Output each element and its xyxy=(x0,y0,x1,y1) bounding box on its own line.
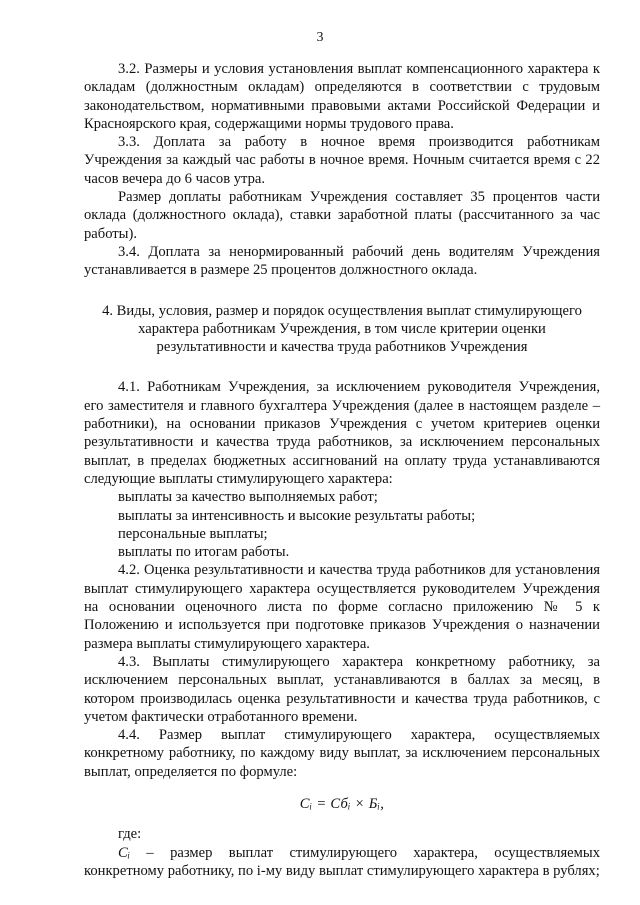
paragraph-3-3: 3.3. Доплата за работу в ночное время производится работникам Учреждения за каждый час работы в ночное время. Ночным считается время с 22 часов вечера до 6 часов утра. xyxy=(84,134,600,187)
paragraph-3-4: 3.4. Доплата за ненормированный рабочий день водителям Учреждения устанавливается в размере 25 процентов должностного оклада. xyxy=(84,243,600,279)
paragraph-4-3: 4.3. Выплаты стимулирующего характера конкретному работнику, за исключением персональных выплат, устанавливаются в баллах за месяц, в котором производилась оценка результативности и качества труда работников, с учетом фактически отработанного времени. xyxy=(84,653,600,725)
definition-ci xyxy=(84,844,600,881)
paragraph-4-4: 4.4. Размер выплат стимулирующего характера, осуществляемых конкретному работнику, по каждому виду выплат, за исключением персональных выплат, определяется по формуле: xyxy=(84,727,600,780)
section-4-heading: 4. Виды, условия, размер и порядок осуществления выплат стимулирующего характера работникам Учреждения, в том числе критерии оценки результативности и качества труда работников Учреждения xyxy=(102,302,582,356)
list-item: выплаты по итогам работы. xyxy=(118,544,290,561)
list-item: выплаты за интенсивность и высокие результаты работы; xyxy=(118,507,476,524)
paragraph-3-3-rate: Размер доплаты работникам Учреждения составляет 35 процентов части оклада (должностного оклада), ставки заработной платы (рассчитанного за час работы). xyxy=(84,189,600,242)
paragraph-4-1: 4.1. Работникам Учреждения, за исключением руководителя Учреждения, его заместителя и главного бухгалтера Учреждения (далее в настоящем разделе – работники), на основании приказов Учреждения с учетом критериев оценки результативности и качества труда работников, за исключением персональных выплат, в пределах бюджетных ассигнований на оплату труда устанавливаются следующие выплаты стимулирующего характера: xyxy=(84,379,600,487)
page-number: 3 xyxy=(316,30,324,45)
definition-text: – размер выплат стимулирующего характера, осуществляемых конкретному работнику, по i-му виду выплат стимулирующего характера в рублях; xyxy=(84,844,600,879)
list-item: выплаты за качество выполняемых работ; xyxy=(118,489,378,506)
where-label: где: xyxy=(118,826,142,843)
document-body xyxy=(84,60,600,880)
paragraph-4-2: 4.2. Оценка результативности и качества труда работников для установления выплат стимулирующего характера осуществляется руководителем Учреждения на основании оценочного листа по форме согласно приложению № 5 к Положению и используется при подготовке приказов Учреждения о назначении размера выплаты стимулирующего характера. xyxy=(84,562,600,652)
definition-symbol: Cᵢ xyxy=(118,844,131,861)
paragraph-3-2: 3.2. Размеры и условия установления выплат компенсационного характера к окладам (должностным окладам) определяются в соответствии с трудовым законодательством, нормативными правовыми актами Российской Федерации и Красноярского края, содержащими нормы трудового права. xyxy=(84,61,600,132)
list-item: персональные выплаты; xyxy=(118,525,268,542)
formula: Cᵢ = Cбᵢ × Бᵢ, xyxy=(299,795,385,812)
